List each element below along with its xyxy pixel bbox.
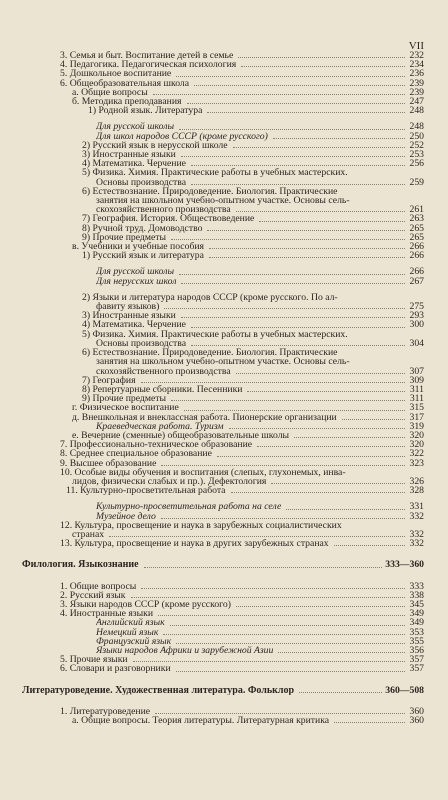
toc-entry-title: 6) Естествознание. Природоведение. Биология. Практические — [82, 186, 338, 197]
section-heading — [0, 686, 448, 695]
dot-leader — [181, 156, 405, 157]
dot-leader — [209, 248, 405, 249]
toc-entry-page: 234 — [409, 59, 424, 71]
toc-entry-page: 248 — [409, 105, 424, 117]
dot-leader — [191, 327, 405, 328]
toc-entry-title: Музейное дело — [96, 511, 156, 521]
dot-leader — [164, 308, 405, 309]
toc-entry-title: 1) Русский язык и литература — [82, 251, 204, 261]
toc-entry-title: 4. Педагогика. Педагогическая психология — [60, 60, 237, 70]
toc-entry — [0, 376, 448, 385]
toc-entry — [0, 394, 448, 403]
dot-leader — [299, 692, 382, 693]
toc-entry — [0, 141, 448, 150]
spacer — [0, 548, 448, 560]
toc-entry — [0, 159, 448, 168]
toc-entry — [0, 539, 448, 548]
toc-entry-page: 332 — [409, 538, 424, 550]
dot-leader — [181, 283, 405, 284]
toc-entry — [0, 512, 448, 521]
toc-entry-title: 5) Физика. Химия. Практические работы в учебных мастерских. — [82, 329, 348, 339]
toc-entry-title: Культурно-просветительная работа на селе — [96, 502, 282, 512]
dot-leader — [109, 536, 405, 537]
toc-entry-title: 1) Родной язык. Литература — [88, 106, 203, 116]
toc-entry-page: 360 — [409, 715, 424, 726]
toc-entry — [0, 357, 448, 366]
toc-entry — [0, 106, 448, 115]
toc-entry-title: скохозяйственного производства — [96, 205, 231, 215]
toc-entry-page: 315 — [409, 402, 424, 414]
toc-entry-title: 1. Литературоведение — [60, 706, 151, 716]
toc-entry-title: 3) Иностранные языки — [82, 311, 176, 321]
toc-entry-title: Литературоведение. Художественная литература. Фольклор — [22, 685, 295, 695]
toc-entry-page: 333 — [409, 580, 424, 592]
toc-entry-title: 12. Культура, просвещение и наука в зарубежных социалистических — [60, 520, 342, 530]
toc-entry-title: странах — [72, 529, 105, 540]
table-of-contents — [0, 51, 448, 725]
toc-entry — [0, 277, 448, 286]
toc-entry — [0, 716, 448, 725]
toc-entry-title: 2) Русский язык в нерусской школе — [82, 140, 228, 151]
dot-leader — [334, 545, 405, 546]
toc-entry-title: занятия на школьном учебно-опытном участке. Основы сель- — [96, 196, 350, 206]
toc-entry-page: 250 — [409, 130, 424, 142]
toc-entry-title: Для русской школы — [96, 122, 175, 132]
toc-entry — [0, 348, 448, 357]
toc-entry — [0, 530, 448, 539]
toc-entry-title: 3. Языки народов СССР (кроме русского) — [60, 599, 231, 610]
toc-entry-title: 13. Культура, просвещение и наука в других зарубежных странах — [60, 539, 329, 549]
dot-leader — [131, 597, 405, 598]
toc-entry-page: 239 — [409, 86, 424, 98]
dot-leader — [236, 606, 405, 607]
dot-leader — [184, 410, 405, 411]
toc-entry-page: 320 — [409, 439, 424, 451]
toc-entry — [0, 293, 448, 302]
toc-entry-page: 266 — [409, 241, 424, 253]
toc-entry — [0, 214, 448, 223]
toc-entry-title: а. Общие вопросы. Теория литературы. Литературная критика — [72, 716, 330, 726]
dot-leader — [191, 184, 405, 185]
toc-entry — [0, 88, 448, 97]
toc-entry — [0, 664, 448, 673]
toc-entry — [0, 320, 448, 329]
page-number: VII — [408, 40, 424, 52]
toc-entry-title: 2) Языки и литература народов СССР (кроме русского. По ал- — [82, 292, 338, 303]
toc-entry-title: 6. Словари и разговорники — [60, 664, 171, 674]
dot-leader — [257, 446, 405, 447]
toc-entry-page: 236 — [409, 68, 424, 80]
spacer — [0, 115, 448, 122]
spacer — [0, 286, 448, 293]
dot-leader — [207, 112, 405, 113]
toc-entry-title: 6) Естествознание. Природоведение. Биология. Практические — [82, 348, 338, 358]
toc-entry-title: Для нерусских школ — [96, 276, 177, 286]
toc-entry-title: 8. Среднее специальное образование — [60, 449, 212, 459]
dot-leader — [241, 66, 405, 67]
toc-entry-page: 349 — [409, 608, 424, 620]
toc-entry-page: 320 — [409, 429, 424, 441]
toc-entry-page: 247 — [409, 96, 424, 108]
toc-entry-title: б. Методика преподавания — [72, 97, 182, 107]
toc-entry-title: 3) Иностранные языки — [82, 150, 176, 160]
toc-entry-title: 5) Физика. Химия. Практические работы в учебных мастерских. — [82, 168, 348, 178]
toc-entry-title: скохозяйственного производства — [96, 366, 231, 376]
toc-entry-title: 9) Прочие предметы — [82, 232, 167, 243]
dot-leader — [286, 509, 405, 510]
toc-entry — [0, 367, 448, 376]
toc-entry — [0, 618, 448, 627]
toc-entry-title: Немецкий язык — [96, 627, 159, 637]
toc-entry-title: е. Вечерние (сменные) общеобразовательные школы — [72, 430, 290, 441]
toc-entry-title: 5. Дошкольное воспитание — [60, 69, 172, 79]
dot-leader — [176, 671, 405, 672]
toc-entry — [0, 224, 448, 233]
toc-entry-title: Английский язык — [96, 618, 165, 628]
toc-entry — [0, 502, 448, 511]
toc-entry-title: 5. Прочие языки — [60, 655, 128, 665]
dot-leader — [179, 274, 405, 275]
toc-entry — [0, 459, 448, 468]
toc-entry — [0, 51, 448, 60]
dot-leader — [259, 221, 405, 222]
toc-entry-title: 2. Русский язык — [60, 590, 126, 600]
toc-entry — [0, 150, 448, 159]
toc-entry-page: 248 — [409, 121, 424, 133]
toc-entry — [0, 707, 448, 716]
dot-leader — [294, 437, 405, 438]
toc-entry-page: 252 — [409, 139, 424, 151]
toc-entry-title: Французский язык — [96, 636, 172, 646]
toc-entry-title: 7) География. История. Обществоведение — [82, 214, 255, 224]
toc-entry-title: в. Учебники и учебные пособия — [72, 242, 205, 252]
toc-entry-page: 293 — [409, 310, 424, 322]
dot-leader — [334, 722, 405, 723]
toc-entry — [0, 477, 448, 486]
toc-entry-page: 326 — [409, 475, 424, 487]
toc-entry — [0, 242, 448, 251]
dot-leader — [233, 147, 405, 148]
toc-entry-title: Основы производства — [96, 338, 186, 349]
toc-entry-page: 338 — [409, 589, 424, 601]
toc-entry-title: д. Внешкольная и внеклассная работа. Пионерские организации — [72, 412, 337, 422]
toc-entry-page: 304 — [409, 337, 424, 349]
toc-entry-title: 7) География — [82, 375, 136, 385]
dot-leader — [141, 382, 405, 383]
dot-leader — [158, 615, 405, 616]
dot-leader — [209, 257, 405, 258]
section-heading — [0, 560, 448, 569]
toc-entry-page: 311 — [409, 383, 424, 395]
dot-leader — [176, 643, 405, 644]
toc-entry-title: Основы производства — [96, 177, 186, 187]
toc-entry-title: 11. Культурно-просветительная работа — [66, 486, 226, 496]
toc-entry-page: 265 — [409, 231, 424, 243]
toc-entry — [0, 251, 448, 260]
toc-entry-page: 256 — [409, 158, 424, 170]
toc-entry — [0, 233, 448, 242]
toc-entry-page: 360—508 — [385, 684, 424, 696]
toc-entry-title: 8) Ручной труд. Домоводство — [82, 223, 203, 233]
toc-entry — [0, 302, 448, 311]
toc-entry-title: Краеведческая работа. Туризм — [96, 421, 224, 431]
toc-entry-page: 357 — [409, 663, 424, 675]
toc-entry — [0, 311, 448, 320]
toc-entry-page: 333—360 — [385, 559, 424, 571]
dot-leader — [238, 57, 405, 58]
dot-leader — [217, 456, 405, 457]
toc-entry-page: 322 — [409, 448, 424, 460]
dot-leader — [153, 94, 405, 95]
toc-entry — [0, 69, 448, 78]
dot-leader — [278, 652, 405, 653]
toc-entry-title: 9) Прочие предметы — [82, 394, 167, 404]
dot-leader — [161, 518, 405, 519]
toc-entry-page: 239 — [409, 77, 424, 89]
toc-entry-page: 232 — [409, 50, 424, 61]
toc-entry-title: 3. Семья и быт. Воспитание детей в семье — [60, 51, 234, 61]
toc-entry-page: 267 — [409, 275, 424, 287]
dot-leader — [273, 138, 405, 139]
toc-entry — [0, 468, 448, 477]
toc-entry — [0, 196, 448, 205]
toc-entry-page: 356 — [409, 644, 424, 656]
toc-entry — [0, 132, 448, 141]
toc-entry — [0, 385, 448, 394]
toc-entry-page: 332 — [409, 528, 424, 540]
toc-entry — [0, 330, 448, 339]
toc-entry — [0, 267, 448, 276]
dot-leader — [171, 239, 405, 240]
dot-leader — [191, 345, 405, 346]
toc-entry-page: 307 — [409, 365, 424, 377]
toc-entry-page: 266 — [409, 250, 424, 262]
dot-leader — [144, 567, 383, 568]
toc-entry — [0, 609, 448, 618]
toc-entry-title: лидов, физически слабых и пр.). Дефектология — [72, 476, 267, 487]
toc-entry-page: 263 — [409, 213, 424, 225]
toc-entry — [0, 655, 448, 664]
toc-entry-page: 275 — [409, 301, 424, 313]
spacer — [0, 570, 448, 582]
toc-entry-page: 349 — [409, 617, 424, 629]
toc-entry-title: 1. Общие вопросы — [60, 581, 137, 591]
dot-leader — [229, 428, 405, 429]
toc-entry-page: 259 — [409, 176, 424, 188]
spacer — [0, 495, 448, 502]
dot-leader — [176, 76, 405, 77]
toc-entry — [0, 628, 448, 637]
toc-entry — [0, 122, 448, 131]
toc-entry-page: 328 — [409, 485, 424, 497]
toc-entry-title: Языки народов Африки и зарубежной Азии — [96, 645, 274, 656]
toc-entry — [0, 646, 448, 655]
dot-leader — [236, 211, 405, 212]
toc-entry-page: 360 — [409, 705, 424, 717]
toc-entry-page: 317 — [409, 411, 424, 423]
toc-entry-title: 9. Высшее образование — [60, 458, 157, 468]
dot-leader — [155, 713, 405, 714]
toc-entry — [0, 431, 448, 440]
toc-entry — [0, 413, 448, 422]
toc-entry-title: фавиту языков) — [96, 302, 160, 312]
toc-entry-page: 265 — [409, 222, 424, 234]
toc-entry — [0, 60, 448, 69]
toc-entry-title: Филология. Языкознание — [22, 560, 139, 570]
dot-leader — [207, 230, 405, 231]
toc-entry — [0, 403, 448, 412]
dot-leader — [170, 625, 405, 626]
toc-entry-title: 7. Профессионально-техническое образование — [60, 440, 253, 450]
dot-leader — [179, 129, 405, 130]
dot-leader — [247, 391, 405, 392]
toc-entry — [0, 440, 448, 449]
dot-leader — [271, 483, 405, 484]
spacer — [0, 260, 448, 267]
toc-entry — [0, 637, 448, 646]
toc-entry — [0, 178, 448, 187]
toc-entry-title: 4. Иностранные языки — [60, 609, 154, 619]
toc-entry-title: 10. Особые виды обучения и воспитания (слепых, глухонемых, инва- — [60, 467, 346, 477]
toc-entry-title: 8) Репертуарные сборники. Песенники — [82, 384, 243, 395]
toc-entry-page: 323 — [409, 457, 424, 469]
toc-entry-page: 345 — [409, 598, 424, 610]
dot-leader — [236, 373, 405, 374]
toc-entry-title: занятия на школьном учебно-опытном участке. Основы сель- — [96, 357, 350, 367]
toc-entry-title: а. Общие вопросы — [72, 87, 148, 98]
toc-entry — [0, 205, 448, 214]
toc-entry-title: 4) Математика. Черчение — [82, 320, 186, 330]
dot-leader — [181, 317, 405, 318]
dot-leader — [171, 400, 405, 401]
toc-entry — [0, 79, 448, 88]
toc-entry — [0, 591, 448, 600]
dot-leader — [133, 661, 405, 662]
toc-entry — [0, 486, 448, 495]
toc-entry-page: 311 — [409, 393, 424, 405]
toc-entry-page: 331 — [409, 501, 424, 513]
toc-entry — [0, 521, 448, 530]
toc-entry — [0, 97, 448, 106]
toc-entry-page: 355 — [409, 635, 424, 647]
toc-entry-page: 253 — [409, 149, 424, 161]
dot-leader — [191, 165, 405, 166]
spacer — [0, 695, 448, 707]
toc-entry-page: 319 — [409, 420, 424, 432]
dot-leader — [141, 588, 405, 589]
toc-entry — [0, 168, 448, 177]
toc-entry-page: 266 — [409, 266, 424, 278]
spacer — [0, 674, 448, 686]
toc-entry — [0, 187, 448, 196]
toc-entry-page: 309 — [409, 374, 424, 386]
dot-leader — [342, 419, 405, 420]
toc-entry-title: Для школ народов СССР (кроме русского) — [96, 131, 268, 141]
toc-entry — [0, 422, 448, 431]
toc-entry-title: 4) Математика. Черчение — [82, 159, 186, 169]
toc-entry — [0, 600, 448, 609]
dot-leader — [231, 492, 406, 493]
toc-entry-page: 300 — [409, 319, 424, 331]
toc-entry-page: 261 — [409, 204, 424, 216]
toc-entry-page: 353 — [409, 626, 424, 638]
toc-entry-title: 6. Общеобразовательная школа — [60, 78, 190, 88]
toc-entry-title: Для русской школы — [96, 267, 175, 277]
toc-entry-page: 332 — [409, 510, 424, 522]
dot-leader — [187, 103, 406, 104]
toc-entry — [0, 582, 448, 591]
dot-leader — [163, 634, 405, 635]
dot-leader — [194, 85, 405, 86]
toc-entry — [0, 449, 448, 458]
dot-leader — [161, 465, 405, 466]
toc-entry-title: г. Физическое воспитание — [72, 403, 179, 413]
toc-entry — [0, 339, 448, 348]
toc-entry-page: 357 — [409, 654, 424, 666]
